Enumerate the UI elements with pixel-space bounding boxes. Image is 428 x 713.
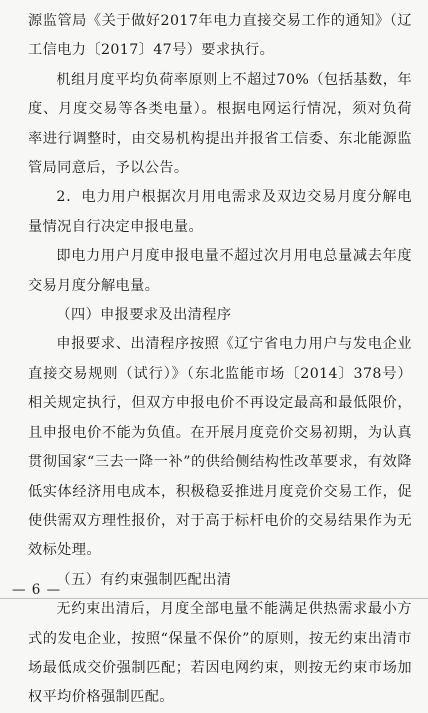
- paragraph: 2．电力用户根据次月用电需求及双边交易月度分解电量情况自行决定申报电量。: [28, 189, 412, 235]
- paragraph: 机组月度平均负荷率原则上不超过70%（包括基数，年度、月度交易等各类电量）。根据电网运行情况，须对负荷率进行调整时，由交易机构提出并报省工信委、东北能源监管局同意后，予以公告。: [28, 71, 412, 177]
- document-body: [28, 7, 412, 713]
- paragraph: 源监管局《关于做好2017年电力直接交易工作的通知》（辽工信电力〔2017〕47号）要求执行。: [28, 13, 412, 59]
- page-number: — 6 —: [12, 582, 62, 598]
- paragraph: 无约束出清后，月度全部电量不能满足供热需求最小方式的发电企业，按照“保量不保价”的原则，按无约束出清市场最低成交价强制匹配；若因电网约束，则按无约束市场加权平均价格强制匹配。: [28, 601, 412, 706]
- paragraph: 即电力用户月度申报电量不超过次月用电总量减去年度交易月度分解电量。: [28, 248, 412, 294]
- paragraph: 申报要求、出清程序按照《辽宁省电力用户与发电企业直接交易规则（试行）》（东北监能市场〔2014〕378号）相关规定执行，但双方申报电价不再设定最高和最低限价，且申报电价不能为负值。在开展月度竞价交易初期，为认真贯彻国家“三去一降一补”的供给侧结构性改革要求，有效降低实体经济用电成本，积极稳妥推进月度竞价交易工作，促使供需双方理性报价，对于高于标杆电价的交易结果作为无效标处理。: [28, 336, 412, 559]
- section-heading: （五）有约束强制匹配出清: [56, 571, 232, 588]
- section-heading: （四）申报要求及出清程序: [56, 307, 232, 324]
- bottom-divider: [0, 598, 428, 599]
